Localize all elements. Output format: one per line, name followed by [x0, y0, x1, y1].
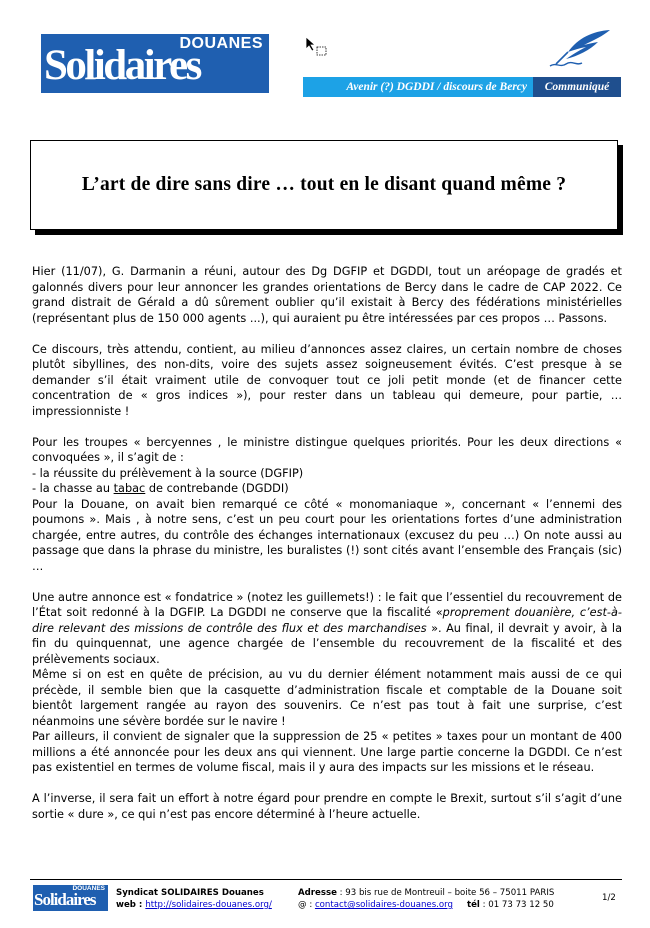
page-title: L’art de dire sans dire … tout en le disant quand même ?	[81, 174, 567, 195]
page-number: 1/2	[602, 893, 616, 903]
article-body	[32, 264, 622, 822]
solidaires-douanes-logo	[41, 34, 269, 93]
footer-divider	[30, 879, 622, 880]
footer-logo-douanes-text: DOUANES	[72, 885, 105, 892]
priority-item-1: - la réussite du prélèvement à la source (DGFIP)	[32, 466, 304, 480]
paragraph-3-continued: Pour la Douane, on avait bien remarqué ce côté « monomaniaque », concernant « l’ennemi des poumons ». Mais , à notre sens, c’est un peu court pour les orientations fortes d’une administration chargée, entre autres, du contrôle des échanges internationaux (excusez du peu …) On note aussi au passage que dans la phrase du ministre, les buralistes (!) sont cités avant l’ensemble des Français (sic) …	[32, 497, 622, 573]
paragraph-4: Une autre annonce est « fondatrice » (notez les guillemets!) : le fait que l’essentiel du recouvrement de l’État soit redonné à la DGFIP. La DGDDI ne conserve que la fiscalité «proprement douanière, c’est-à-dire relevant des missions de contrôle des flux et des marchandises ». Au final, il devrait y avoir, à la fin du quinquennat, une agence chargée de l’ensemble du recouvrement de la fiscalité et des prélèvements sociaux.	[32, 590, 622, 666]
paragraph-3: Pour les troupes « bercyennes , le ministre distingue quelques priorités. Pour les deux directions « convoquées », il s’agit de :	[32, 435, 622, 464]
cursor-icon	[305, 36, 329, 58]
footer-logo-brand-text: Solidaires	[34, 890, 96, 909]
logo-brand-text: Solidaires	[44, 42, 200, 89]
logo-douanes-text: DOUANES	[179, 35, 263, 52]
paragraph-1: Hier (11/07), G. Darmanin a réuni, autour des Dg DGFIP et DGDDI, tout un aréopage de gradés et galonnés divers pour leur annoncer les grandes orientations de Bercy dans le cadre de CAP 2022. Ce grand distrait de Gérald a dû sûrement oublier qu’il existait à Bercy des fédérations ministérielles (représentant plus de 150 000 agents ...), qui auraient pu être intéressées par ces propos … Passons.	[32, 265, 622, 325]
priority-item-2: - la chasse au tabac de contrebande (DGDDI)	[32, 482, 289, 495]
paragraph-6: Par ailleurs, il convient de signaler que la suppression de 25 « petites » taxes pour un montant de 400 millions a été annoncée pour les deux ans qui viennent. Une large partie concerne la DGDDI. Ce n’est pas existentiel en termes de volume fiscal, mais il y aura des impacts sur les missions et le réseau.	[32, 730, 622, 774]
quill-icon	[548, 28, 612, 70]
paragraph-2: Ce discours, très attendu, contient, au milieu d’annonces assez claires, un certain nombre de choses plutôt sibyllines, des non-dits, voire des sujets assez soigneusement évités. C’est presque à se demander s’il était vraiment utile de convoquer tout ce joli petit monde (et de financer cette concentration de « gros indices »), pour rester dans un tableau qui demeure, pour partie, … impressionniste !	[32, 342, 622, 418]
footer-web-link[interactable]: http://solidaires-douanes.org/	[145, 900, 272, 910]
footer-email-tel: @ : contact@solidaires-douanes.org tél : 01 73 73 12 50	[298, 900, 554, 910]
footer-email-link[interactable]: contact@solidaires-douanes.org	[314, 900, 453, 910]
footer-contact-info	[298, 887, 554, 911]
footer-org-name: Syndicat SOLIDAIRES Douanes	[116, 888, 264, 898]
footer-web: web : http://solidaires-douanes.org/	[116, 900, 272, 910]
paragraph-7: A l’inverse, il sera fait un effort à notre égard pour prendre en compte le Brexit, surtout s’il s’agit d’une sortie « dure », ce qui n’est pas encore déterminé à l’heure actuelle.	[32, 792, 622, 821]
header-banner	[303, 77, 621, 97]
banner-subject: Avenir (?) DGDDI / discours de Bercy	[303, 77, 533, 97]
title-box	[30, 140, 618, 230]
footer-logo	[33, 885, 108, 911]
banner-document-type: Communiqué	[533, 77, 621, 97]
paragraph-5: Même si on est en quête de précision, au vu du dernier élément notamment mais aussi de ce qui précède, il semble bien que la casquette d’administration fiscale et comptable de la Douane soit bientôt largement rangée au rayon des souvenirs. Ce n’est pas tout à fait une surprise, c’est néanmoins une sévère bordée sur le navire !	[32, 668, 622, 728]
footer-address: Adresse : 93 bis rue de Montreuil – boite 56 – 75011 PARIS	[298, 888, 555, 898]
footer-org-info	[116, 887, 272, 911]
